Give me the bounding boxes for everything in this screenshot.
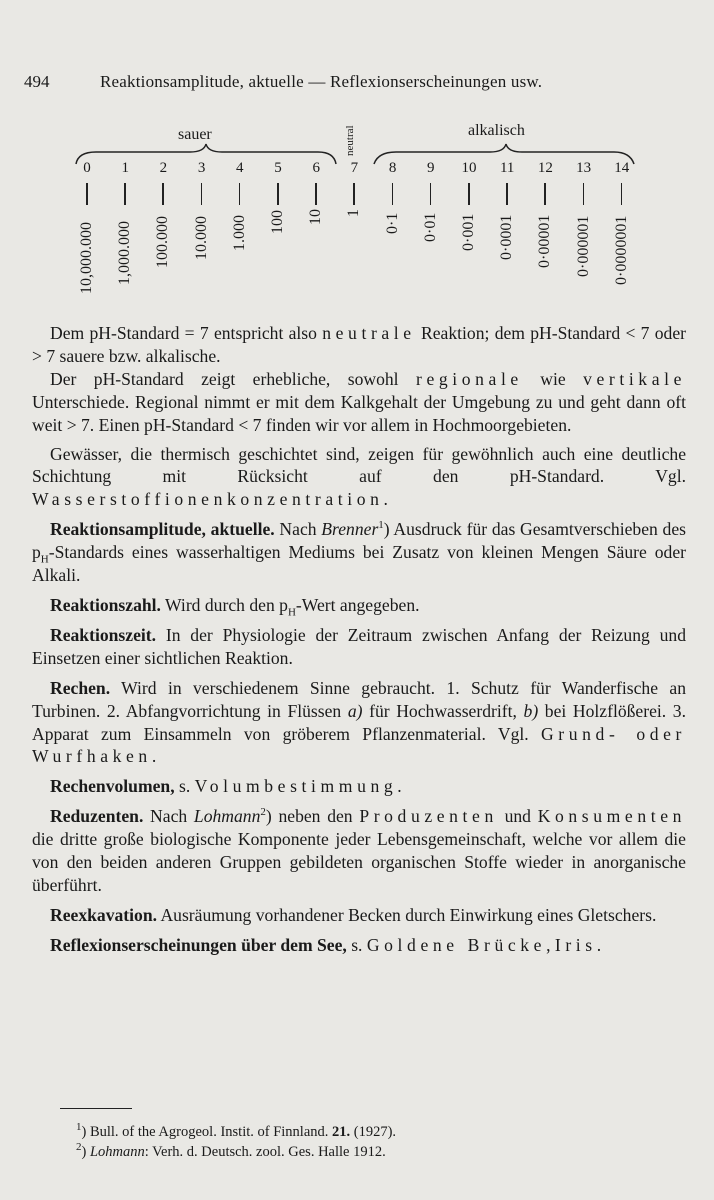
ph-tick-line: [86, 183, 88, 205]
cross-reference: Konsumenten: [537, 806, 687, 827]
footnote-marker: 2: [76, 1141, 82, 1154]
spaced-term: vertikale: [583, 368, 687, 389]
cross-reference: Goldene Brücke: [366, 934, 547, 955]
ph-tick-line: [392, 183, 394, 205]
author-name: Lohmann: [193, 806, 261, 827]
entry-term: Reaktionszahl.: [50, 594, 161, 615]
footnote-marker: 2: [260, 806, 266, 819]
footnote-volume: 21.: [332, 1124, 351, 1140]
paragraph-stratification: [32, 443, 686, 512]
ph-tick-value: 10.000: [192, 215, 210, 260]
footnote-text: (1927).: [350, 1124, 397, 1140]
ph-tick-value: 100: [269, 209, 286, 234]
footnote-text: ): [81, 1144, 90, 1160]
ph-tick-line: [621, 183, 623, 205]
entry-rechenvolumen: [32, 775, 686, 798]
ph-tick-value: 0·0001: [498, 214, 516, 260]
ph-tick-value: 0·0000001: [612, 216, 630, 286]
cross-reference: Wasserstoffionenkonzentration: [32, 489, 384, 510]
text-run: die dritte große biologische Komponente jeder Lebensgemeinschaft, welche vor allem die von den beiden anderen Gruppen gebildeten organischen Stoffe wieder in anorganische überführt.: [32, 829, 686, 895]
running-title: Reaktionsamplitude, aktuelle — Reflexionserscheinungen usw.: [100, 72, 543, 91]
text-run: Gewässer, die thermisch geschichtet sind, zeigen für gewöhnlich auch eine deutliche Schichtung mit Rücksicht auf den pH-Standard. Vgl.: [32, 443, 686, 487]
text-run: Der pH-Standard zeigt erhebliche, sowohl: [50, 368, 416, 389]
ph-tick-number: 4: [236, 160, 244, 176]
text-run: Ausräumung vorhandener Becken durch Einwirkung eines Gletschers.: [157, 904, 657, 925]
entry-reaktionszeit: [32, 624, 686, 670]
text-run: -Wert angegeben.: [295, 594, 420, 615]
footnote-text: ) Bull. of the Agrogeol. Instit. of Finnland.: [81, 1124, 333, 1140]
entry-term: Reduzenten.: [50, 806, 144, 827]
entry-reexkavation: [32, 904, 686, 927]
text-run: s.: [174, 776, 195, 797]
entry-rechen: [32, 677, 686, 769]
ph-tick-line: [506, 183, 508, 205]
ph-tick-value: 10: [307, 209, 325, 226]
cross-reference: Grund- oder Wurfhaken: [32, 723, 686, 767]
footnote-rule: [60, 1108, 132, 1109]
text-run: Dem pH-Standard = 7 entspricht also: [50, 323, 323, 343]
footnote-text: : Verh. d. Deutsch. zool. Ges. Halle 1912.: [144, 1144, 386, 1160]
text-run: ,: [546, 934, 555, 955]
ph-tick-line: [239, 183, 241, 205]
list-marker: b): [523, 700, 539, 721]
ph-tick-line: [544, 183, 546, 205]
ph-tick-number: 8: [388, 160, 397, 176]
ph-tick-number: 7: [350, 160, 359, 176]
ph-tick-number: 0: [83, 160, 91, 176]
ph-tick-number: 6: [312, 160, 320, 176]
footnote-marker: 1: [76, 1121, 82, 1134]
ph-tick-number: 13: [576, 160, 592, 176]
ph-tick-value: 1: [345, 208, 363, 217]
paragraph-variation: [32, 368, 686, 437]
ph-tick-number: 10: [461, 160, 477, 176]
ph-tick-number: 12: [537, 160, 553, 176]
text-run: Nach: [143, 806, 194, 827]
cross-reference: Volumbestimmung: [194, 776, 398, 797]
ph-tick-line: [277, 183, 279, 205]
footnote-2: [76, 1141, 386, 1161]
ph-tick-value: 0·00001: [536, 214, 554, 269]
list-marker: a): [347, 700, 363, 721]
alkaline-label: alkalisch: [468, 122, 525, 139]
text-run: Nach: [274, 519, 322, 540]
cross-reference: Produzenten: [359, 806, 498, 827]
ph-tick-number: 1: [121, 160, 129, 176]
text-run: .: [397, 776, 402, 797]
text-run: .: [383, 489, 388, 510]
dictionary-text: [32, 322, 686, 957]
ph-tick-value: 1,000.000: [116, 221, 134, 286]
text-run: ) neben den: [265, 806, 360, 827]
ph-tick-number: 9: [427, 160, 435, 176]
entry-term: Rechen.: [50, 677, 111, 698]
entry-reaktionszahl: [32, 594, 686, 617]
ph-tick-value: 0·000001: [574, 215, 592, 277]
ph-tick-value: 100.000: [154, 216, 172, 269]
text-run: -Standards eines wasserhaltigen Mediums bei Zusatz von kleinen Mengen Säure oder Alkali.: [32, 542, 686, 586]
ph-tick-line: [468, 183, 470, 205]
entry-reflexionserscheinungen: [32, 934, 686, 957]
text-run: ) Ausdruck für das Gesamtverschieben des p: [32, 519, 686, 563]
spaced-term: neutrale: [322, 323, 416, 343]
ph-tick-line: [353, 183, 355, 205]
footnote-1: [76, 1121, 397, 1141]
ph-tick-number: 11: [499, 160, 515, 176]
entry-term: Reaktionsamplitude, aktuelle.: [50, 519, 275, 540]
ph-tick-value: 0·001: [460, 213, 477, 251]
subscript: H: [287, 606, 296, 619]
entry-term: Rechenvolumen,: [50, 776, 175, 797]
subscript: H: [40, 553, 49, 566]
footnote-marker: 1: [378, 519, 384, 532]
text-run: s.: [346, 934, 367, 955]
ph-tick-line: [124, 183, 126, 205]
ph-tick-line: [162, 183, 164, 205]
text-run: .: [596, 934, 602, 955]
text-run: wie: [522, 368, 584, 389]
ph-tick-value: 10,000.000: [78, 222, 95, 294]
entry-term: Reaktionszeit.: [50, 624, 157, 645]
author-name: Brenner: [321, 519, 379, 540]
author-name: Lohmann: [89, 1144, 145, 1160]
ph-tick-line: [315, 183, 317, 205]
ph-tick-line: [430, 183, 432, 205]
cross-reference: Iris: [554, 934, 597, 955]
page-number: 494: [24, 72, 50, 91]
ph-tick-value: 0·01: [421, 213, 439, 243]
ph-tick-line: [583, 183, 585, 205]
ph-tick-value: 1.000: [230, 215, 248, 251]
entry-reduzenten: [32, 805, 686, 897]
ph-tick-number: 14: [614, 160, 630, 176]
neutral-label: neutral: [344, 125, 356, 156]
spaced-term: regionale: [415, 368, 523, 389]
entry-term: Reflexionserscheinungen über dem See,: [50, 934, 347, 955]
text-run: für Hochwasserdrift,: [362, 700, 524, 721]
text-run: Reaktion; dem pH-Standard < 7 oder > 7 sauere bzw. alkalische.: [32, 323, 686, 366]
ph-tick-number: 3: [197, 160, 206, 176]
text-run: Unterschiede. Regional nimmt er mit dem Kalkgehalt der Umgebung zu und geht dann oft weit > 7. Einen pH-Standard < 7 finden wir vor allem in Hochmoorgebieten.: [32, 391, 686, 435]
page-header: [24, 72, 684, 92]
text-run: und: [497, 806, 538, 827]
text-run: .: [151, 746, 157, 767]
paragraph-neutral: [32, 322, 686, 368]
text-run: Wird in verschiedenem Sinne gebraucht. 1. Schutz für Wanderfische an Turbinen. 2. Abfangvorrichtung in Flüssen: [32, 677, 686, 721]
text-run: In der Physiologie der Zeitraum zwischen Anfang der Reizung und Einsetzen einer sichtlichen Reaktion.: [32, 624, 686, 668]
text-run: Wird durch den p: [160, 594, 288, 615]
entry-term: Reexkavation.: [50, 904, 158, 925]
ph-tick-number: 2: [159, 160, 168, 176]
ph-tick-number: 5: [274, 160, 282, 176]
acid-label: sauer: [178, 126, 212, 143]
entry-reaktionsamplitude: [32, 518, 686, 587]
ph-tick-line: [201, 183, 203, 205]
ph-scale-diagram: [0, 108, 714, 313]
text-run: bei Holzflößerei. 3. Apparat zum Einsammeln von gröberem Pflanzenmaterial. Vgl.: [32, 700, 686, 744]
ph-tick-value: 0·1: [383, 212, 401, 234]
